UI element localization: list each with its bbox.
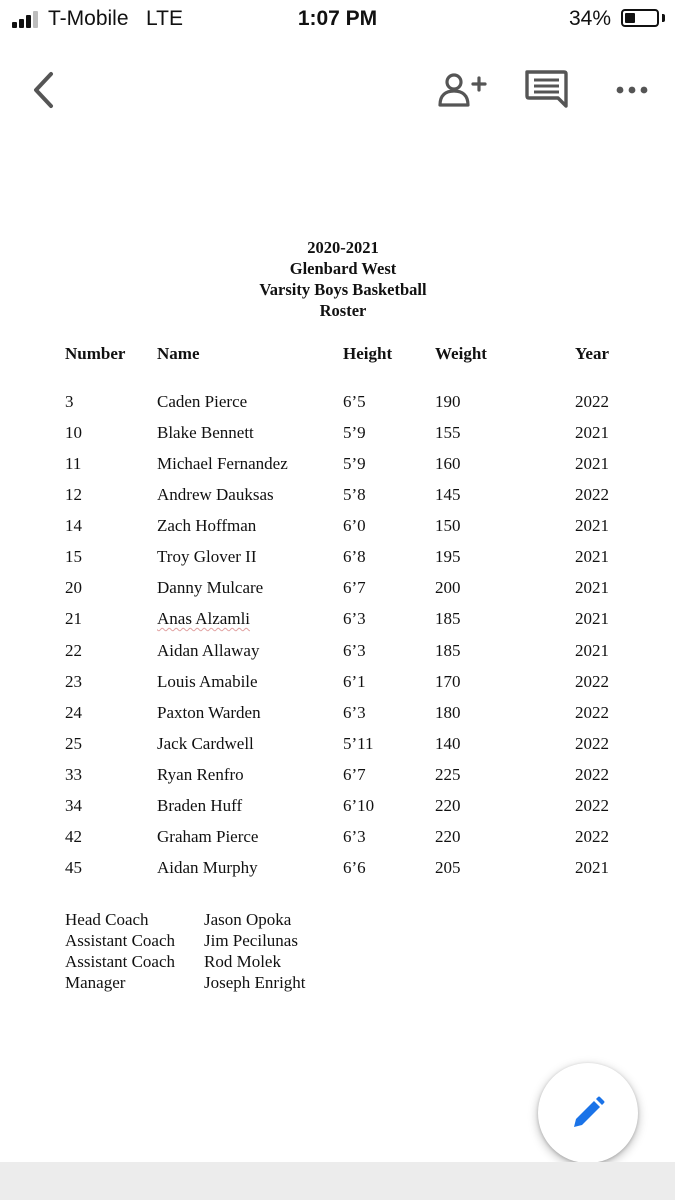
player-year: 2022: [575, 392, 609, 411]
player-name: Ryan Renfro: [157, 765, 244, 784]
player-name: Caden Pierce: [157, 392, 248, 411]
player-weight: 160: [435, 454, 461, 473]
table-row: [0, 578, 675, 602]
season-title: 2020-2021: [307, 238, 379, 257]
status-time: 1:07 PM: [297, 7, 378, 30]
player-height: 5’11: [343, 734, 374, 753]
player-weight: 225: [435, 765, 461, 784]
column-header-weight: Weight: [435, 344, 487, 363]
player-height: 5’8: [343, 485, 366, 504]
player-number: 42: [65, 827, 82, 846]
staff-role: Assistant Coach: [65, 931, 176, 950]
player-name: Aidan Allaway: [157, 641, 260, 660]
carrier-name: T-Mobile: [48, 7, 129, 30]
table-row: [0, 454, 675, 478]
roster-title: Roster: [319, 301, 367, 320]
staff-row: [0, 931, 675, 952]
player-number: 33: [65, 765, 82, 784]
column-header-number: Number: [65, 344, 126, 363]
player-weight: 220: [435, 827, 461, 846]
table-row: [0, 423, 675, 447]
player-name: Zach Hoffman: [157, 516, 257, 535]
staff-role: Head Coach: [65, 910, 149, 929]
player-weight: 140: [435, 734, 461, 753]
table-row: [0, 641, 675, 665]
staff-name: Jason Opoka: [204, 910, 292, 929]
table-row: [0, 765, 675, 789]
player-height: 6’0: [343, 516, 366, 535]
table-row: [0, 734, 675, 758]
column-header-name: Name: [157, 344, 200, 363]
player-number: 15: [65, 547, 82, 566]
player-name: Jack Cardwell: [157, 734, 254, 753]
player-number: 23: [65, 672, 82, 691]
player-weight: 150: [435, 516, 461, 535]
player-height: 6’5: [343, 392, 366, 411]
player-number: 34: [65, 796, 82, 815]
player-year: 2021: [575, 516, 609, 535]
player-year: 2022: [575, 827, 609, 846]
player-name: Blake Bennett: [157, 423, 254, 442]
player-height: 6’7: [343, 765, 366, 784]
player-name: [157, 609, 250, 629]
player-name: Braden Huff: [157, 796, 243, 815]
staff-name: Rod Molek: [204, 952, 281, 971]
player-number: 12: [65, 485, 82, 504]
player-weight: 220: [435, 796, 461, 815]
table-row: [0, 672, 675, 696]
staff-name: Jim Pecilunas: [204, 931, 298, 950]
player-height: 6’3: [343, 641, 366, 660]
player-number: 25: [65, 734, 82, 753]
player-weight: 170: [435, 672, 461, 691]
player-name-text: Anas Alzamli: [157, 609, 251, 628]
player-weight: 180: [435, 703, 461, 722]
school-title: Glenbard West: [289, 259, 397, 278]
table-row: [0, 547, 675, 571]
table-row: [0, 796, 675, 820]
table-row: [0, 392, 675, 416]
table-row: [0, 516, 675, 540]
player-weight: 200: [435, 578, 461, 597]
player-number: 10: [65, 423, 82, 442]
player-weight: 190: [435, 392, 461, 411]
player-name: Troy Glover II: [157, 547, 257, 566]
player-year: 2021: [575, 578, 609, 597]
player-height: 6’1: [343, 672, 366, 691]
player-name: Paxton Warden: [157, 703, 261, 722]
player-year: 2022: [575, 703, 609, 722]
player-weight: 155: [435, 423, 461, 442]
player-weight: 145: [435, 485, 461, 504]
player-year: 2022: [575, 765, 609, 784]
table-row: [0, 827, 675, 851]
player-number: 14: [65, 516, 82, 535]
player-year: 2022: [575, 796, 609, 815]
player-height: 6’8: [343, 547, 366, 566]
player-height: 6’6: [343, 858, 366, 877]
column-header-height: Height: [343, 344, 393, 363]
player-number: 3: [65, 392, 74, 411]
edit-fab-button[interactable]: [538, 1063, 638, 1163]
player-year: 2021: [575, 641, 609, 660]
player-height: 6’3: [343, 827, 366, 846]
player-year: 2021: [575, 547, 609, 566]
staff-row: [0, 973, 675, 994]
staff-row: [0, 952, 675, 973]
table-row: [0, 858, 675, 882]
player-height: 6’7: [343, 578, 366, 597]
player-height: 6’3: [343, 609, 366, 628]
player-number: 45: [65, 858, 82, 877]
player-number: 21: [65, 609, 82, 628]
network-type: LTE: [146, 7, 184, 30]
player-year: 2022: [575, 734, 609, 753]
player-number: 20: [65, 578, 82, 597]
staff-role: Manager: [65, 973, 126, 992]
player-weight: 195: [435, 547, 461, 566]
team-title: Varsity Boys Basketball: [259, 280, 427, 299]
player-year: 2022: [575, 672, 609, 691]
player-height: 6’3: [343, 703, 366, 722]
player-name: Danny Mulcare: [157, 578, 264, 597]
player-weight: 205: [435, 858, 461, 877]
bottom-bar: [0, 1162, 675, 1200]
player-height: 5’9: [343, 423, 366, 442]
player-height: 6’10: [343, 796, 375, 815]
staff-row: [0, 910, 675, 931]
battery-percent: 34%: [568, 7, 611, 30]
player-year: 2021: [575, 454, 609, 473]
player-year: 2021: [575, 609, 609, 628]
table-row: [0, 609, 675, 633]
player-year: 2021: [575, 423, 609, 442]
player-year: 2021: [575, 858, 609, 877]
staff-role: Assistant Coach: [65, 952, 176, 971]
player-height: 5’9: [343, 454, 366, 473]
table-row: [0, 703, 675, 727]
document-header: [0, 237, 675, 321]
player-number: 11: [65, 454, 82, 473]
player-name: Andrew Dauksas: [157, 485, 274, 504]
player-name: Graham Pierce: [157, 827, 259, 846]
staff-name: Joseph Enright: [204, 973, 306, 992]
player-name: Aidan Murphy: [157, 858, 258, 877]
player-weight: 185: [435, 641, 461, 660]
player-weight: 185: [435, 609, 461, 628]
column-header-year: Year: [575, 344, 609, 363]
player-number: 24: [65, 703, 82, 722]
table-row: [0, 485, 675, 509]
player-name: Louis Amabile: [157, 672, 258, 691]
player-name: Michael Fernandez: [157, 454, 288, 473]
player-number: 22: [65, 641, 82, 660]
pencil-icon: [570, 1095, 606, 1131]
player-year: 2022: [575, 485, 609, 504]
